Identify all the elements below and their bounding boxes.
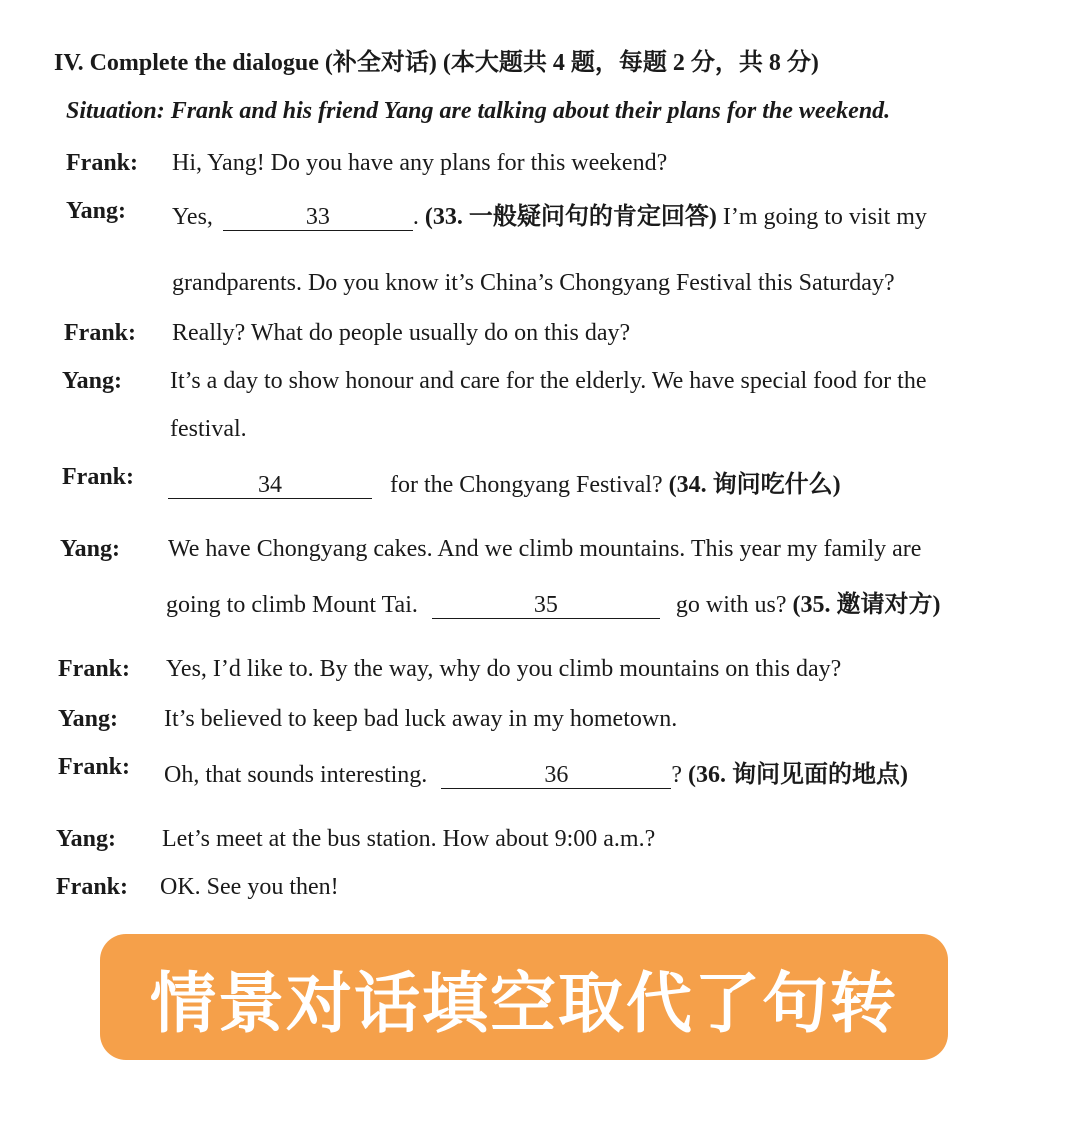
hint-34: (34. 询问吃什么) [668, 472, 841, 498]
answer-blank-36[interactable]: 36 [441, 762, 671, 789]
dialogue-line-with-blank [168, 470, 841, 500]
speaker-frank: Frank: [64, 320, 136, 346]
speaker-yang: Yang: [62, 368, 123, 394]
dialogue-line-with-blank [164, 760, 908, 790]
line-post: ? [671, 762, 682, 788]
dialogue-line: Yes, I’d like to. By the way, why do you climb mountains on this day? [166, 656, 842, 682]
dialogue-line-continued: festival. [170, 416, 247, 442]
speaker-yang: Yang: [58, 706, 119, 732]
line-tail: I’m going to visit my [722, 204, 927, 230]
speaker-frank: Frank: [56, 874, 128, 900]
speaker-frank: Frank: [58, 754, 130, 780]
speaker-frank: Frank: [66, 150, 138, 176]
answer-blank-34[interactable]: 34 [168, 472, 372, 499]
line-prefix: Yes, [172, 204, 213, 230]
dialogue-line: It’s believed to keep bad luck away in my hometown. [164, 706, 678, 732]
dialogue-line: Let’s meet at the bus station. How about 9:00 a.m.? [162, 826, 656, 852]
section-title: IV. Complete the dialogue (补全对话) (本大题共 4 题，每题 2 分，共 8 分) [54, 50, 819, 76]
dialogue-line-with-blank [172, 202, 927, 232]
speaker-yang: Yang: [56, 826, 117, 852]
situation-line: Situation: Frank and his friend Yang are talking about their plans for the weekend. [66, 98, 891, 124]
caption-banner [100, 934, 948, 1060]
dialogue-line-with-blank [166, 590, 941, 620]
speaker-yang: Yang: [66, 198, 127, 224]
line-text: for the Chongyang Festival? [390, 472, 663, 498]
dialogue-line: Really? What do people usually do on this day? [172, 320, 631, 346]
line-text: going to climb Mount Tai. [166, 592, 418, 618]
caption-banner-text: 情景对话填空取代了句转 [150, 964, 898, 1042]
hint-35: (35. 邀请对方) [792, 592, 941, 618]
answer-blank-35[interactable]: 35 [432, 592, 660, 619]
hint-33: (33. 一般疑问句的肯定回答) [424, 204, 717, 230]
speaker-frank: Frank: [58, 656, 130, 682]
dialogue-line: OK. See you then! [160, 874, 339, 900]
dialogue-line-continued: grandparents. Do you know it’s China’s Chongyang Festival this Saturday? [172, 270, 895, 296]
line-post: go with us? [675, 592, 787, 618]
line-period: . [412, 204, 419, 230]
dialogue-line: We have Chongyang cakes. And we climb mountains. This year my family are [168, 536, 922, 562]
dialogue-line: It’s a day to show honour and care for the elderly. We have special food for the [170, 368, 927, 394]
answer-blank-33[interactable]: 33 [223, 204, 413, 231]
hint-36: (36. 询问见面的地点) [687, 762, 908, 788]
speaker-yang: Yang: [60, 536, 121, 562]
line-text: Oh, that sounds interesting. [164, 762, 428, 788]
speaker-frank: Frank: [62, 464, 134, 490]
dialogue-line: Hi, Yang! Do you have any plans for this weekend? [172, 150, 668, 176]
